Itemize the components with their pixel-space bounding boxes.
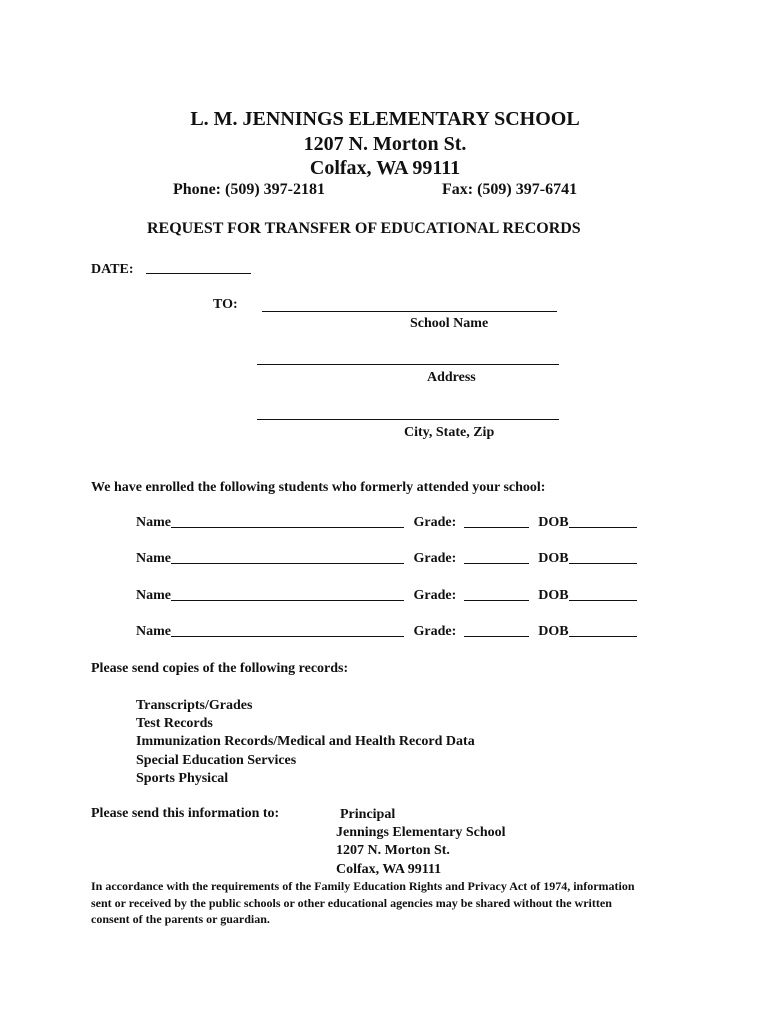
ferpa-line: In accordance with the requirements of the Family Education Rights and Privacy Act of 1974, information — [91, 879, 635, 893]
dob-label: DOB — [538, 515, 569, 530]
ferpa-notice — [91, 878, 635, 928]
school-name-caption: School Name — [410, 316, 489, 331]
dob-label: DOB — [538, 551, 569, 566]
send-to-label: Please send this information to: — [91, 806, 280, 821]
dob-label: DOB — [538, 588, 569, 603]
address-field[interactable] — [257, 364, 559, 365]
student-dob-field[interactable] — [569, 588, 637, 601]
send-to-address — [336, 806, 506, 879]
ferpa-line: sent or received by the public schools or other educational agencies may be shared without the written — [91, 895, 612, 910]
student-grade-field[interactable] — [464, 624, 529, 637]
date-field[interactable] — [146, 273, 251, 274]
student-row — [136, 515, 637, 531]
school-street: 1207 N. Morton St. — [303, 133, 467, 155]
record-item: Special Education Services — [136, 752, 297, 768]
city-state-zip-caption: City, State, Zip — [404, 425, 495, 440]
records-list — [136, 697, 475, 788]
student-grade-field[interactable] — [464, 551, 529, 564]
record-item: Test Records — [136, 716, 213, 732]
send-to-line: Principal — [340, 807, 396, 822]
student-dob-field[interactable] — [569, 624, 637, 637]
name-label: Name — [136, 551, 171, 566]
name-label: Name — [136, 515, 171, 530]
student-row — [136, 624, 637, 640]
student-dob-field[interactable] — [569, 515, 637, 528]
send-to-line: 1207 N. Morton St. — [336, 843, 450, 859]
grade-label: Grade: — [413, 588, 457, 603]
grade-label: Grade: — [413, 551, 457, 566]
city-state-zip-field[interactable] — [257, 419, 559, 420]
students-intro: We have enrolled the following students who formerly attended your school: — [91, 480, 546, 495]
school-fax: Fax: (509) 397-6741 — [442, 181, 578, 198]
dob-label: DOB — [538, 624, 569, 639]
student-dob-field[interactable] — [569, 551, 637, 564]
grade-label: Grade: — [413, 624, 457, 639]
record-item: Transcripts/Grades — [136, 698, 253, 713]
address-caption: Address — [427, 370, 476, 385]
student-name-field[interactable] — [171, 515, 404, 528]
school-name-field[interactable] — [262, 311, 557, 312]
form-title: REQUEST FOR TRANSFER OF EDUCATIONAL RECORDS — [147, 220, 581, 237]
school-phone: Phone: (509) 397-2181 — [173, 181, 325, 198]
student-name-field[interactable] — [171, 588, 404, 601]
name-label: Name — [136, 588, 171, 603]
student-name-field[interactable] — [171, 551, 404, 564]
student-grade-field[interactable] — [464, 588, 529, 601]
student-grade-field[interactable] — [464, 515, 529, 528]
student-row — [136, 588, 637, 604]
record-item: Sports Physical — [136, 770, 229, 786]
to-label: TO: — [213, 297, 238, 312]
records-intro: Please send copies of the following records: — [91, 661, 349, 676]
school-city: Colfax, WA 99111 — [309, 157, 461, 179]
name-label: Name — [136, 624, 171, 639]
student-name-field[interactable] — [171, 624, 404, 637]
send-to-line: Colfax, WA 99111 — [336, 861, 442, 877]
date-label: DATE: — [91, 262, 134, 277]
record-item: Immunization Records/Medical and Health Record Data — [136, 734, 475, 750]
school-name: L. M. JENNINGS ELEMENTARY SCHOOL — [190, 108, 580, 130]
grade-label: Grade: — [413, 515, 457, 530]
student-row — [136, 551, 637, 567]
ferpa-line: consent of the parents or guardian. — [91, 912, 270, 926]
send-to-line: Jennings Elementary School — [336, 825, 506, 841]
